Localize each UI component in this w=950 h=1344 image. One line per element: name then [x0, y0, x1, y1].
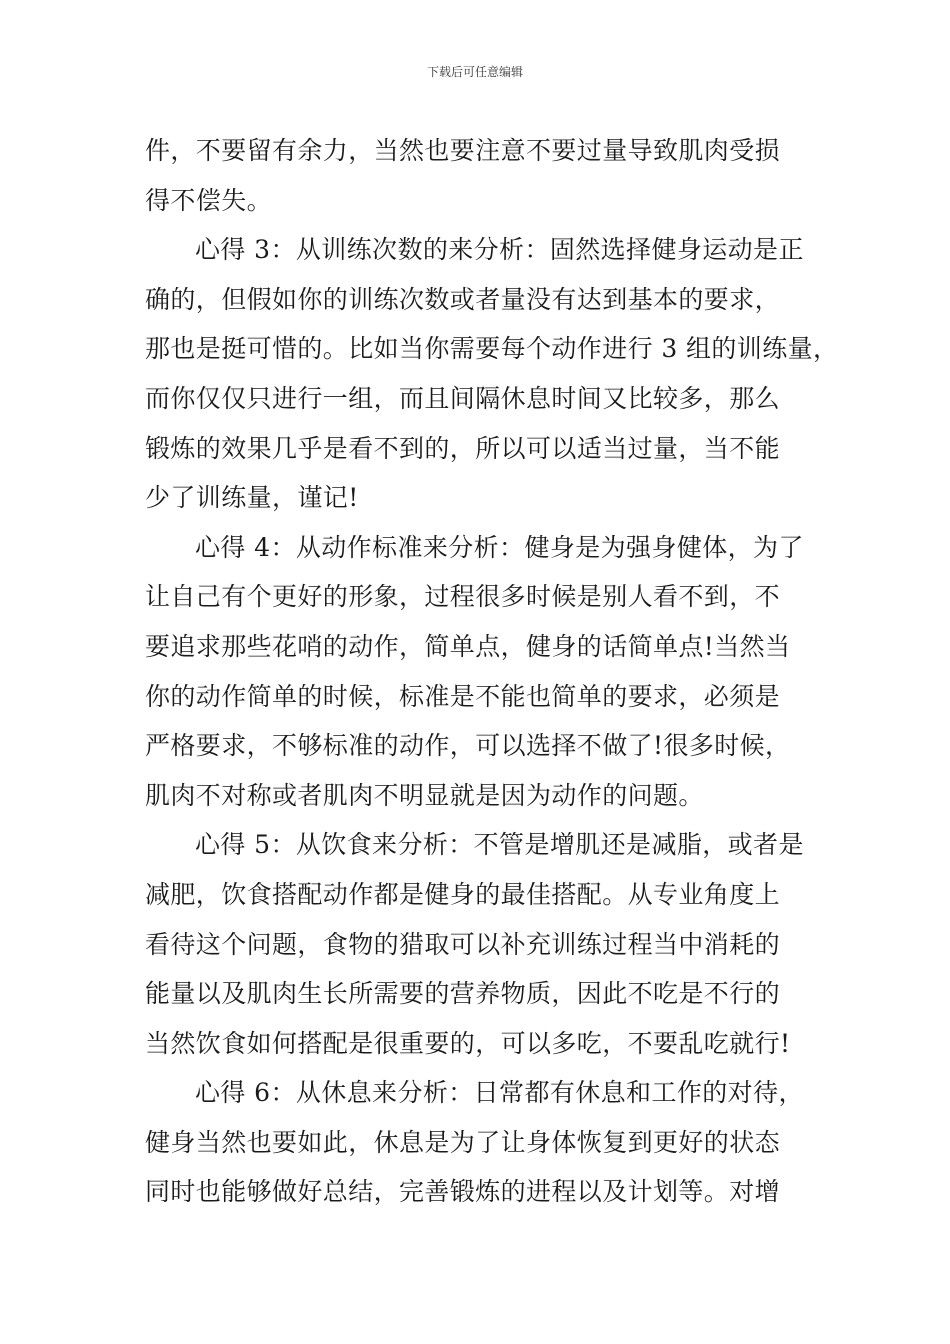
text-line: 心得 5：从饮食来分析：不管是增肌还是减脂，或者是 — [195, 830, 804, 860]
text-line: 心得 3：从训练次数的来分析：固然选择健身运动是正 — [195, 235, 804, 265]
text-line: 锻炼的效果几乎是看不到的，所以可以适当过量，当不能 — [145, 433, 781, 463]
text-line: 件，不要留有余力，当然也要注意不要过量导致肌肉受损 — [145, 136, 781, 165]
text-line: 同时也能够做好总结，完善锻炼的进程以及计划等。对增 — [145, 1177, 781, 1207]
text-line: 能量以及肌肉生长所需要的营养物质，因此不吃是不行的 — [145, 979, 781, 1009]
text-line: 减肥，饮食搭配动作都是健身的最佳搭配。从专业角度上 — [145, 879, 781, 909]
text-line: 健身当然也要如此，休息是为了让身体恢复到更好的状态 — [145, 1127, 781, 1157]
text-line: 要追求那些花哨的动作，简单点，健身的话简单点!当然当 — [145, 631, 791, 661]
text-line: 得不偿失。 — [145, 185, 273, 215]
text-line: 看待这个问题，食物的猎取可以补充训练过程当中消耗的 — [145, 929, 781, 959]
text-line: 少了训练量，谨记! — [145, 483, 359, 513]
text-line: 心得 4：从动作标准来分析：健身是为强身健体，为了 — [195, 532, 804, 562]
text-line: 而你仅仅只进行一组，而且间隔休息时间又比较多，那么 — [145, 383, 781, 413]
text-line: 严格要求，不够标准的动作，可以选择不做了!很多时候， — [145, 731, 791, 761]
text-line: 当然饮食如何搭配是很重要的，可以多吃，不要乱吃就行! — [145, 1028, 791, 1058]
text-line: 让自己有个更好的形象，过程很多时候是别人看不到，不 — [145, 582, 781, 612]
text-line: 那也是挺可惜的。比如当你需要每个动作进行 3 组的训练量， — [145, 334, 839, 364]
document-body — [145, 126, 839, 1217]
text-line: 你的动作简单的时候，标准是不能也简单的要求，必须是 — [145, 681, 781, 711]
text-line: 心得 6：从休息来分析：日常都有休息和工作的对待， — [195, 1078, 804, 1108]
page-header: 下载后可任意编辑 — [426, 65, 523, 79]
text-line: 肌肉不对称或者肌肉不明显就是因为动作的问题。 — [145, 780, 704, 810]
text-line: 确的，但假如你的训练次数或者量没有达到基本的要求， — [145, 284, 781, 314]
